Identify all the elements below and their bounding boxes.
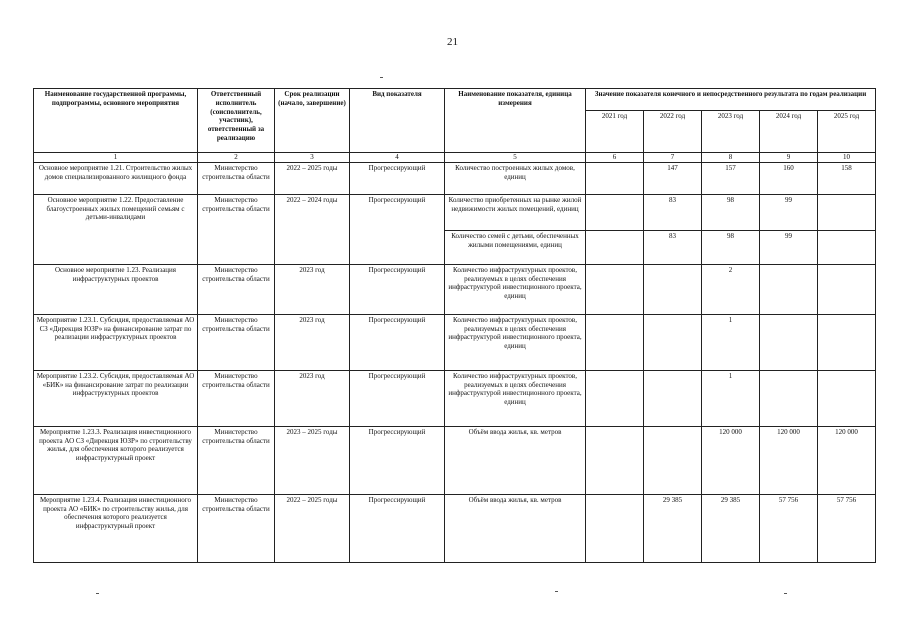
- column-number: 5: [445, 153, 586, 163]
- column-numbers-row: [34, 153, 876, 163]
- row-value-2023: 98: [702, 194, 760, 230]
- row-value-2024: [760, 370, 818, 426]
- row-executor: Министерство строительства области: [198, 162, 275, 194]
- row-executor: Министерство строительства области: [198, 314, 275, 370]
- row-indicator-kind: Прогрессирующий: [350, 426, 445, 494]
- row-term: 2022 – 2025 годы: [275, 494, 350, 562]
- row-term: 2022 – 2025 годы: [275, 162, 350, 194]
- row-program-name: Основное мероприятие 1.23. Реализация инфраструктурных проектов: [34, 264, 198, 314]
- row-value-2021: [586, 370, 644, 426]
- indicators-table: [33, 88, 876, 563]
- row-value-2023: 1: [702, 370, 760, 426]
- row-value-2021: [586, 494, 644, 562]
- row-value-2025: [818, 194, 876, 230]
- header-term: Срок реализации (начало, завершение): [275, 89, 350, 153]
- row-value-2024: [760, 264, 818, 314]
- column-number: 2: [198, 153, 275, 163]
- column-number: 10: [818, 153, 876, 163]
- row-indicator-name: Количество приобретенных на рынке жилой недвижимости жилых помещений, единиц: [445, 194, 586, 230]
- row-value-2022: [644, 264, 702, 314]
- column-number: 1: [34, 153, 198, 163]
- row-indicator-kind: Прогрессирующий: [350, 314, 445, 370]
- row-value-2021: [586, 162, 644, 194]
- row-value-2024: [760, 314, 818, 370]
- row-indicator-name: Количество инфраструктурных проектов, реализуемых в целях обеспечения инфраструктурой инвестиционного проекта, единиц: [445, 370, 586, 426]
- row-term: 2023 год: [275, 370, 350, 426]
- row-value-2023: 2: [702, 264, 760, 314]
- header-year-2022: 2022 год: [644, 111, 702, 153]
- header-year-2023: 2023 год: [702, 111, 760, 153]
- row-value-2025: [818, 230, 876, 264]
- row-indicator-kind: Прогрессирующий: [350, 370, 445, 426]
- row-value-2021: [586, 264, 644, 314]
- page-number: 21: [447, 36, 458, 48]
- row-value-2022: 83: [644, 230, 702, 264]
- row-value-2021: [586, 230, 644, 264]
- row-value-2022: 147: [644, 162, 702, 194]
- row-term: 2023 год: [275, 314, 350, 370]
- row-value-2025: [818, 370, 876, 426]
- row-value-2022: [644, 426, 702, 494]
- row-indicator-kind: Прогрессирующий: [350, 494, 445, 562]
- row-program-name: Мероприятие 1.23.2. Субсидия, предоставляемая АО «БИК» на финансирование затрат по реализации инфраструктурных проектов: [34, 370, 198, 426]
- row-value-2024: 99: [760, 230, 818, 264]
- column-number: 7: [644, 153, 702, 163]
- row-indicator-name: Количество построенных жилых домов, единиц: [445, 162, 586, 194]
- table-row: [34, 314, 876, 370]
- table-row: [34, 370, 876, 426]
- row-value-2025: 57 756: [818, 494, 876, 562]
- header-year-2021: 2021 год: [586, 111, 644, 153]
- column-number: 8: [702, 153, 760, 163]
- row-executor: Министерство строительства области: [198, 494, 275, 562]
- row-value-2025: 120 000: [818, 426, 876, 494]
- row-value-2023: 1: [702, 314, 760, 370]
- row-value-2023: 29 385: [702, 494, 760, 562]
- row-executor: Министерство строительства области: [198, 264, 275, 314]
- row-executor: Министерство строительства области: [198, 370, 275, 426]
- row-value-2023: 157: [702, 162, 760, 194]
- table-row: [34, 426, 876, 494]
- row-value-2024: 160: [760, 162, 818, 194]
- column-number: 3: [275, 153, 350, 163]
- header-year-2024: 2024 год: [760, 111, 818, 153]
- scan-speck: [380, 77, 383, 78]
- header-values-group: Значение показателя конечного и непосредственного результата по годам реализации: [586, 89, 876, 111]
- column-number: 9: [760, 153, 818, 163]
- row-value-2022: 83: [644, 194, 702, 230]
- table-row: [34, 494, 876, 562]
- row-value-2022: [644, 314, 702, 370]
- column-number: 4: [350, 153, 445, 163]
- header-executor: Ответственный исполнитель (соисполнитель, участник), ответственный за реализацию: [198, 89, 275, 153]
- row-value-2021: [586, 194, 644, 230]
- column-number: 6: [586, 153, 644, 163]
- row-value-2024: 57 756: [760, 494, 818, 562]
- row-value-2024: 120 000: [760, 426, 818, 494]
- row-indicator-kind: Прогрессирующий: [350, 264, 445, 314]
- row-indicator-kind: Прогрессирующий: [350, 194, 445, 264]
- row-program-name: Основное мероприятие 1.22. Предоставление благоустроенных жилых помещений семьям с детьми-инвалидами: [34, 194, 198, 264]
- row-program-name: Мероприятие 1.23.3. Реализация инвестиционного проекта АО СЗ «Дирекция ЮЗР» по строительству жилья, для обеспечения которого реализуется инфраструктурный проект: [34, 426, 198, 494]
- row-indicator-name: Объём ввода жилья, кв. метров: [445, 494, 586, 562]
- row-term: 2023 год: [275, 264, 350, 314]
- row-value-2021: [586, 426, 644, 494]
- row-executor: Министерство строительства области: [198, 194, 275, 264]
- row-program-name: Мероприятие 1.23.4. Реализация инвестиционного проекта АО «БИК» по строительству жилья, для обеспечения которого реализуется инфраструктурный проект: [34, 494, 198, 562]
- row-value-2025: [818, 264, 876, 314]
- row-value-2023: 120 000: [702, 426, 760, 494]
- scan-speck: [555, 591, 558, 592]
- row-indicator-name: Количество инфраструктурных проектов, реализуемых в целях обеспечения инфраструктурой инвестиционного проекта, единиц: [445, 264, 586, 314]
- table-row: [34, 162, 876, 194]
- row-value-2025: 158: [818, 162, 876, 194]
- row-term: 2023 – 2025 годы: [275, 426, 350, 494]
- table-row: [34, 194, 876, 230]
- row-value-2025: [818, 314, 876, 370]
- row-value-2022: [644, 370, 702, 426]
- row-term: 2022 – 2024 годы: [275, 194, 350, 264]
- header-indicator-kind: Вид показателя: [350, 89, 445, 153]
- row-value-2024: 99: [760, 194, 818, 230]
- row-value-2023: 98: [702, 230, 760, 264]
- header-program-name: Наименование государственной программы, подпрограммы, основного мероприятия: [34, 89, 198, 153]
- row-value-2022: 29 385: [644, 494, 702, 562]
- row-value-2021: [586, 314, 644, 370]
- row-program-name: Мероприятие 1.23.1. Субсидия, предоставляемая АО СЗ «Дирекция ЮЗР» на финансирование затрат по реализации инфраструктурных проектов: [34, 314, 198, 370]
- row-program-name: Основное мероприятие 1.21. Строительство жилых домов специализированного жилищного фонда: [34, 162, 198, 194]
- scan-speck: [96, 593, 99, 594]
- row-indicator-name: Количество инфраструктурных проектов, реализуемых в целях обеспечения инфраструктурой инвестиционного проекта, единиц: [445, 314, 586, 370]
- row-indicator-kind: Прогрессирующий: [350, 162, 445, 194]
- table-row: [34, 264, 876, 314]
- row-indicator-name: Количество семей с детьми, обеспеченных жилыми помещениями, единиц: [445, 230, 586, 264]
- header-year-2025: 2025 год: [818, 111, 876, 153]
- header-indicator-name: Наименование показателя, единица измерения: [445, 89, 586, 153]
- row-indicator-name: Объём ввода жилья, кв. метров: [445, 426, 586, 494]
- scan-speck: [784, 593, 787, 594]
- row-executor: Министерство строительства области: [198, 426, 275, 494]
